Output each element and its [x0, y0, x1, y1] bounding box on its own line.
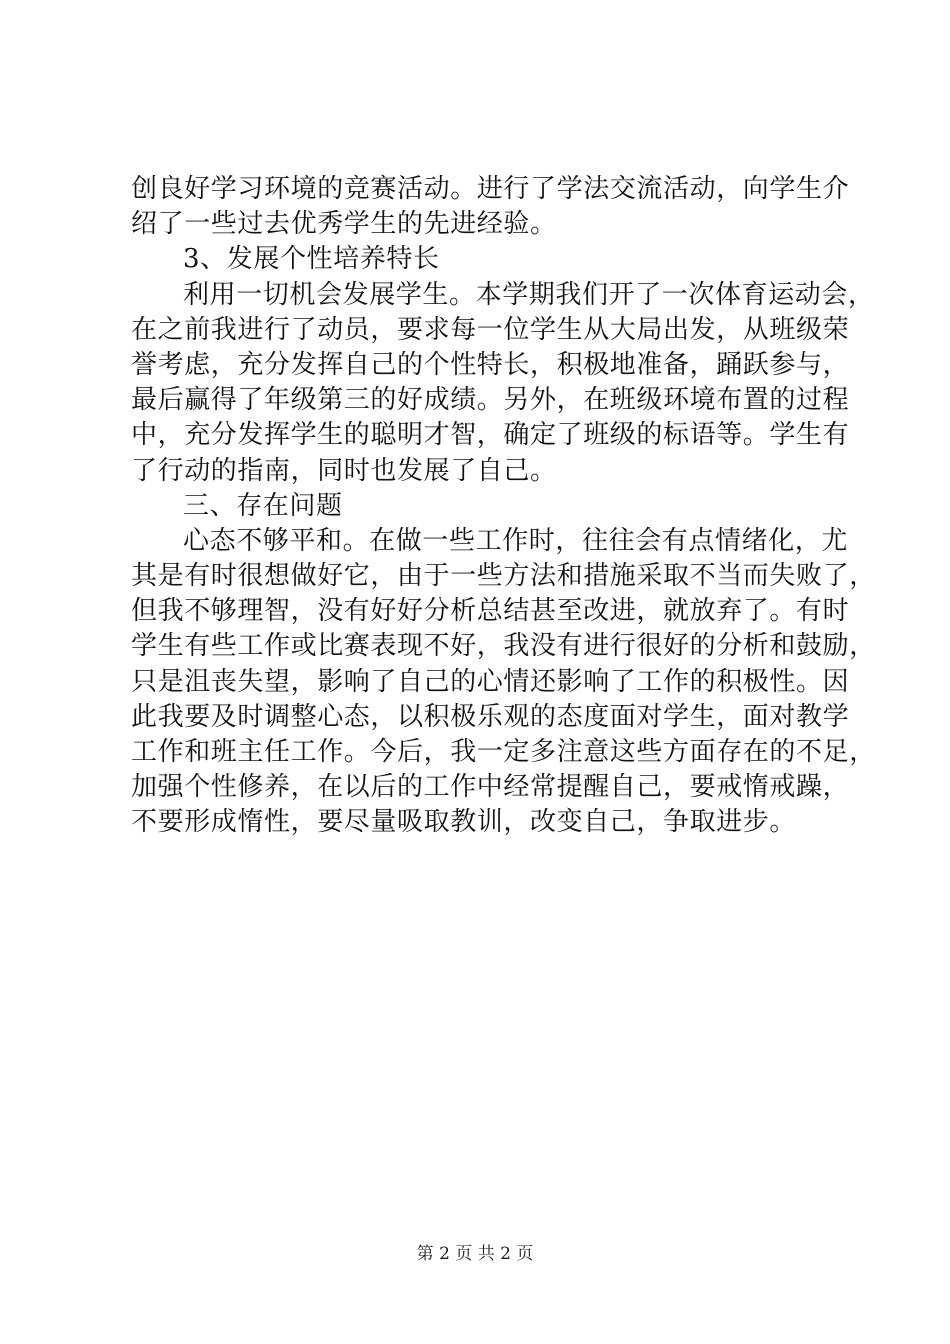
section-subheading: 3、发展个性培养特长 — [183, 244, 440, 275]
page-number-footer: 第 2 页 共 2 页 — [416, 1244, 534, 1264]
text-line: 但我不够理智，没有好好分析总结甚至改进，就放弃了。有时 — [131, 596, 850, 627]
text-line: 心态不够平和。在做一些工作时，往往会有点情绪化，尤 — [183, 525, 849, 556]
text-line: 利用一切机会发展学生。本学期我们开了一次体育运动会， — [183, 279, 875, 310]
text-line: 此我要及时调整心态，以积极乐观的态度面对学生，面对教学 — [131, 701, 850, 732]
text-line: 只是沮丧失望，影响了自己的心情还影响了工作的积极性。因 — [131, 666, 850, 697]
text-line: 加强个性修养，在以后的工作中经常提醒自己，要戒惰戒躁， — [131, 772, 850, 803]
section-heading: 三、存在问题 — [183, 490, 343, 521]
text-line: 学生有些工作或比赛表现不好，我没有进行很好的分析和鼓励， — [131, 631, 876, 662]
document-body — [131, 172, 876, 841]
text-line: 工作和班主任工作。今后，我一定多注意这些方面存在的不足， — [131, 737, 876, 767]
text-line: 了行动的指南，同时也发展了自己。 — [131, 455, 557, 486]
text-line: 不要形成惰性，要尽量吸取教训，改变自己，争取进步。 — [131, 807, 797, 838]
text-line: 誉考虑，充分发挥自己的个性特长，积极地准备，踊跃参与， — [131, 349, 850, 380]
text-line: 创良好学习环境的竞赛活动。进行了学法交流活动，向学生介 — [131, 174, 850, 204]
text-line: 其是有时很想做好它，由于一些方法和措施采取不当而失败了， — [131, 561, 876, 592]
text-line: 在之前我进行了动员，要求每一位学生从大局出发，从班级荣 — [131, 314, 850, 345]
text-line: 最后赢得了年级第三的好成绩。另外，在班级环境布置的过程 — [131, 385, 850, 416]
text-line: 绍了一些过去优秀学生的先进经验。 — [131, 209, 557, 240]
text-line: 中，充分发挥学生的聪明才智，确定了班级的标语等。学生有 — [131, 420, 850, 451]
